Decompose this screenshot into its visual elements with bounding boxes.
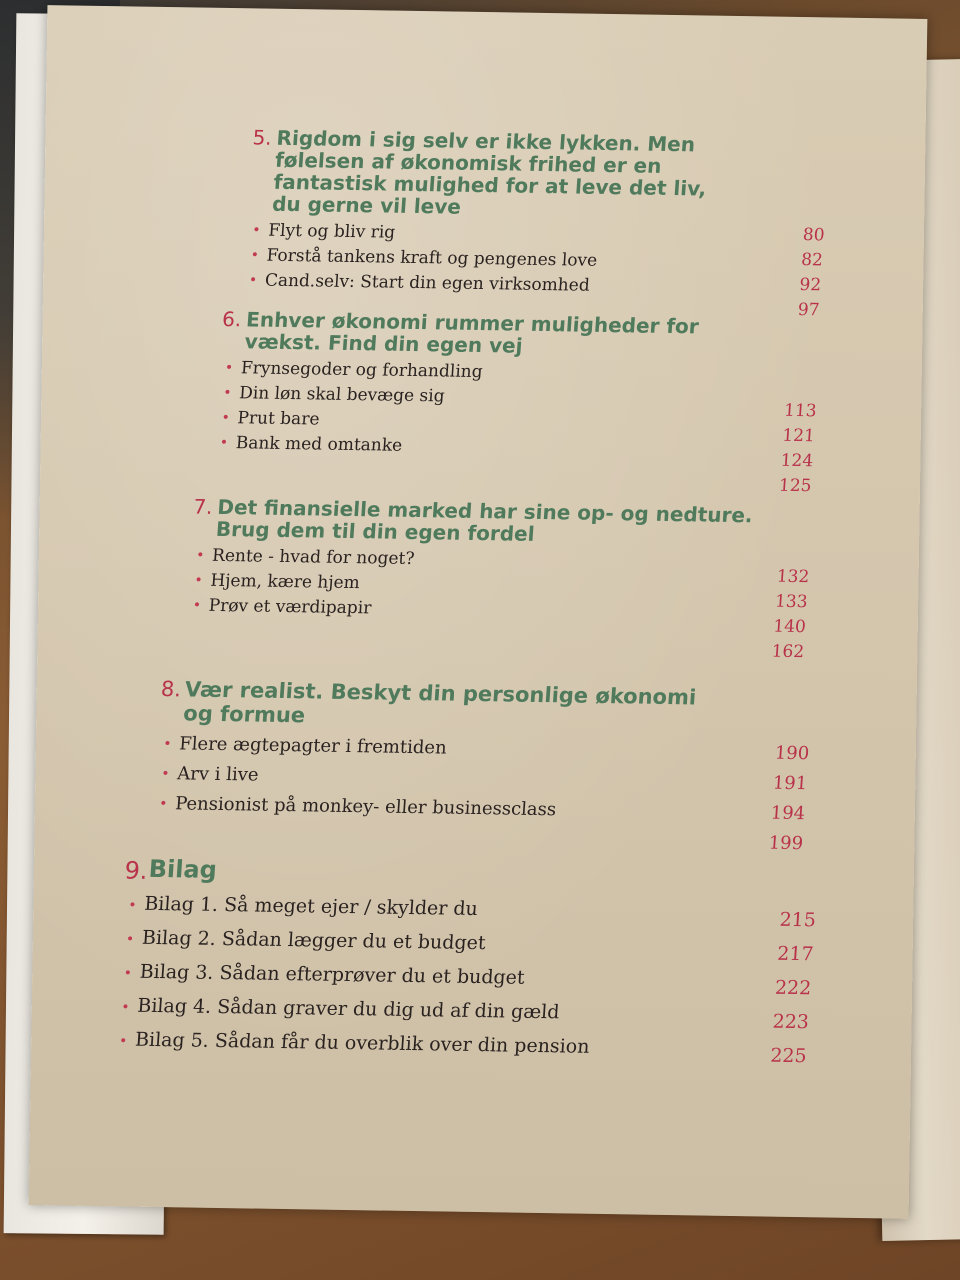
page-number: 97 xyxy=(797,299,821,321)
page-number: 215 xyxy=(778,908,817,932)
bullet-icon: • xyxy=(158,796,168,813)
chapter-title xyxy=(159,677,722,734)
chapter-title-text: Bilag xyxy=(147,854,218,884)
bullet-icon: • xyxy=(120,999,131,1016)
section-list xyxy=(213,356,740,464)
chapter-number: 8. xyxy=(160,677,182,702)
page-number: 140 xyxy=(772,616,807,638)
chapter-title-text: Rigdom i sig selv er ikke lykken. Men følelsen af økonomisk frihed er en fantastisk mulighed for at leve det liv, du gerne vil leve xyxy=(271,125,707,219)
page-number: 191 xyxy=(772,772,808,795)
bullet-icon: • xyxy=(193,572,204,589)
page-number: 80 xyxy=(802,225,826,246)
list-item: • Bilag 5. Sådan får du overblik over din pension xyxy=(112,1022,734,1066)
page-number: 190 xyxy=(774,742,810,765)
page-number: 225 xyxy=(769,1044,808,1068)
list-item: • Arv i live xyxy=(154,759,716,798)
page-number: 121 xyxy=(781,425,816,447)
list-item: • Cand.selv: Start din egen virksomhed xyxy=(242,268,724,301)
list-item: • Pensionist på monkey- eller businessclass xyxy=(152,789,714,828)
bullet-icon: • xyxy=(222,384,233,402)
list-item: • Frynsegoder og forhandling xyxy=(218,356,740,389)
page-number: 82 xyxy=(800,250,824,271)
bullet-icon: • xyxy=(123,965,133,982)
list-item: • Bilag 4. Sådan graver du dig ud af din gæld xyxy=(114,988,736,1032)
section-list xyxy=(152,729,718,828)
page-number: 132 xyxy=(776,566,810,588)
chapter-title xyxy=(191,496,754,549)
book-page xyxy=(29,5,928,1219)
bullet-icon: • xyxy=(160,766,171,783)
chapter-9 xyxy=(112,854,746,1066)
bullet-icon: • xyxy=(219,434,229,452)
page-number: 113 xyxy=(783,400,818,422)
page-numbers xyxy=(745,902,817,1073)
bullet-icon: • xyxy=(162,736,173,753)
bullet-icon: • xyxy=(118,1033,128,1050)
bullet-icon: • xyxy=(220,409,231,427)
table-of-contents xyxy=(0,5,927,1218)
chapter-number: 7. xyxy=(192,494,214,519)
chapter-number: 6. xyxy=(221,306,243,332)
chapter-title xyxy=(220,308,743,360)
chapter-title-text: Enhver økonomi rummer muligheder for vækst. Find din egen vej xyxy=(243,307,700,358)
chapter-5 xyxy=(242,126,733,300)
bullet-icon: • xyxy=(251,222,262,239)
page-number: 223 xyxy=(771,1010,810,1034)
page-number: 133 xyxy=(774,591,809,613)
bullet-icon: • xyxy=(224,360,234,377)
list-item: • Hjem, kære hjem xyxy=(188,568,750,602)
page-numbers xyxy=(742,738,810,859)
page-number: 194 xyxy=(770,802,806,825)
page-number: 199 xyxy=(768,832,804,855)
chapter-title-text: Vær realist. Beskyt din personlige økonomi og formue xyxy=(182,677,697,728)
chapter-number: 9. xyxy=(123,856,149,885)
bullet-icon: • xyxy=(192,597,202,614)
page-numbers xyxy=(759,222,826,323)
page-numbers xyxy=(743,564,810,665)
list-item: • Bilag 2. Sådan lægger du et budget xyxy=(119,920,741,964)
bullet-icon: • xyxy=(195,547,205,564)
page-number: 124 xyxy=(780,450,814,472)
chapter-8 xyxy=(152,677,722,828)
section-list xyxy=(242,218,727,300)
page-number: 217 xyxy=(776,942,815,966)
list-item: • Flyt og bliv rig xyxy=(245,218,727,251)
list-item: • Bank med omtanke xyxy=(213,431,735,464)
section-list xyxy=(112,886,744,1066)
list-item: • Din løn skal bevæge sig xyxy=(216,381,738,414)
bullet-icon: • xyxy=(127,897,138,914)
page-numbers xyxy=(751,398,818,499)
bullet-icon: • xyxy=(248,272,258,289)
bullet-icon: • xyxy=(250,247,260,264)
chapter-title xyxy=(124,854,746,892)
list-item: • Bilag 1. Så meget ejer / skylder du xyxy=(121,886,743,930)
list-item: • Prut bare xyxy=(215,406,737,439)
list-item: • Prøv et værdipapir xyxy=(186,593,748,627)
chapter-7 xyxy=(186,496,754,628)
list-item: • Rente - hvad for noget? xyxy=(189,543,751,577)
chapter-title-text: Det finansielle marked har sine op- og nedture. Brug dem til din egen fordel xyxy=(215,494,754,546)
list-item: • Bilag 3. Sådan efterprøver du et budget xyxy=(117,954,739,998)
page-number: 125 xyxy=(778,475,813,497)
section-list xyxy=(186,543,751,627)
list-item: • Forstå tankens kraft og pengenes love xyxy=(244,243,726,276)
chapter-title xyxy=(247,126,733,221)
page-number: 222 xyxy=(774,976,812,1000)
page-number: 162 xyxy=(771,641,805,663)
chapter-6 xyxy=(213,308,743,464)
chapter-number: 5. xyxy=(251,125,273,150)
bullet-icon: • xyxy=(125,931,135,948)
page-number: 92 xyxy=(798,275,822,296)
list-item: • Flere ægtepagter i fremtiden xyxy=(156,729,718,768)
